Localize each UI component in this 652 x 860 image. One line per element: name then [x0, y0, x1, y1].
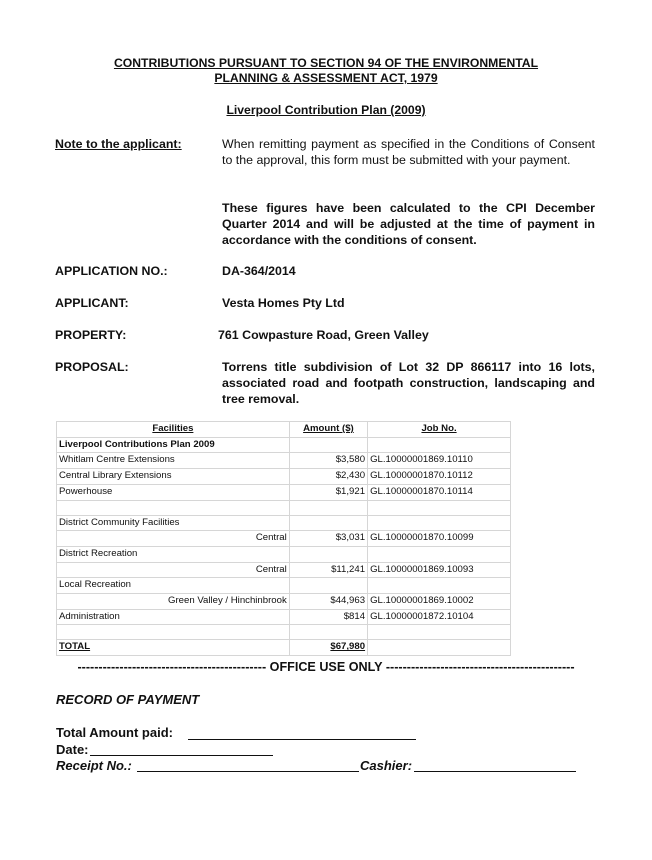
- amount-cell: $44,963: [289, 594, 367, 610]
- header-facilities: Facilities: [57, 422, 290, 438]
- receipt-line[interactable]: [137, 771, 359, 772]
- total-paid-label: Total Amount paid:: [56, 725, 173, 740]
- job-cell: [368, 546, 511, 562]
- table-row: [57, 594, 511, 610]
- office-use-banner: --------------------------------------------- OFFICE USE ONLY ---------------------------------------------: [77, 660, 575, 674]
- application-label: APPLICATION NO.:: [55, 264, 168, 278]
- application-value: DA-364/2014: [222, 264, 296, 278]
- header-amount: Amount ($): [289, 422, 367, 438]
- header-job-no: Job No.: [368, 422, 511, 438]
- date-label: Date:: [56, 742, 89, 757]
- act-heading-line-2: PLANNING & ASSESSMENT ACT, 1979: [214, 71, 438, 85]
- amount-cell: $2,430: [289, 469, 367, 485]
- date-line[interactable]: [90, 755, 273, 756]
- act-heading-line-1: CONTRIBUTIONS PURSUANT TO SECTION 94 OF THE ENVIRONMENTAL: [113, 56, 539, 70]
- job-cell: [368, 625, 511, 640]
- facility-cell: Local Recreation: [57, 578, 290, 594]
- facility-cell: District Recreation: [57, 546, 290, 562]
- table-row: [57, 609, 511, 625]
- job-cell: [368, 578, 511, 594]
- job-cell: GL.10000001870.10114: [368, 484, 511, 500]
- table-row: [57, 546, 511, 562]
- job-cell: [368, 500, 511, 515]
- job-cell: GL.10000001869.10002: [368, 594, 511, 610]
- note-label: Note to the applicant:: [55, 137, 182, 151]
- property-value: 761 Cowpasture Road, Green Valley: [218, 328, 429, 342]
- table-row: [57, 625, 511, 640]
- note-text: When remitting payment as specified in the Conditions of Consent to the approval, this form must be submitted with your payment.: [222, 137, 595, 167]
- table-header-row: [57, 422, 511, 438]
- cpi-notice: These figures have been calculated to the CPI December Quarter 2014 and will be adjusted at the time of payment in accordance with the conditions of consent.: [222, 201, 595, 247]
- amount-cell: [289, 546, 367, 562]
- total-row: [57, 640, 511, 656]
- plan-name: Liverpool Contributions Plan 2009: [57, 437, 290, 453]
- amount-cell: $11,241: [289, 562, 367, 578]
- facility-cell: [57, 625, 290, 640]
- property-label: PROPERTY:: [55, 328, 127, 342]
- job-cell: [368, 515, 511, 531]
- plan-name-row: [57, 437, 511, 453]
- proposal-label: PROPOSAL:: [55, 360, 129, 374]
- job-cell: GL.10000001870.10112: [368, 469, 511, 485]
- contributions-table: [56, 421, 511, 656]
- table-row: [57, 484, 511, 500]
- table-row: [57, 531, 511, 547]
- total-paid-line[interactable]: [188, 739, 416, 740]
- table-row: [57, 469, 511, 485]
- cashier-label: Cashier:: [360, 758, 413, 773]
- applicant-label: APPLICANT:: [55, 296, 129, 310]
- cashier-line[interactable]: [414, 771, 576, 772]
- facility-cell: Administration: [57, 609, 290, 625]
- total-amount: $67,980: [289, 640, 367, 656]
- job-cell: GL.10000001872.10104: [368, 609, 511, 625]
- amount-cell: $3,580: [289, 453, 367, 469]
- record-of-payment-title: RECORD OF PAYMENT: [56, 692, 200, 707]
- amount-cell: [289, 515, 367, 531]
- amount-cell: [289, 578, 367, 594]
- receipt-label: Receipt No.:: [56, 758, 132, 773]
- job-cell: GL.10000001870.10099: [368, 531, 511, 547]
- table-row: [57, 500, 511, 515]
- job-cell: GL.10000001869.10093: [368, 562, 511, 578]
- job-cell: GL.10000001869.10110: [368, 453, 511, 469]
- amount-cell: $1,921: [289, 484, 367, 500]
- proposal-value: Torrens title subdivision of Lot 32 DP 866117 into 16 lots, associated road and footpath construction, landscaping and tree removal.: [222, 360, 595, 406]
- facility-cell: Whitlam Centre Extensions: [57, 453, 290, 469]
- amount-cell: [289, 625, 367, 640]
- table-row: [57, 562, 511, 578]
- facility-cell: Green Valley / Hinchinbrook: [57, 594, 290, 610]
- facility-cell: Powerhouse: [57, 484, 290, 500]
- facility-cell: Central: [57, 562, 290, 578]
- facility-cell: Central Library Extensions: [57, 469, 290, 485]
- total-label: TOTAL: [57, 640, 290, 656]
- amount-cell: $814: [289, 609, 367, 625]
- facility-cell: [57, 500, 290, 515]
- table-row: [57, 515, 511, 531]
- facility-cell: Central: [57, 531, 290, 547]
- applicant-value: Vesta Homes Pty Ltd: [222, 296, 345, 310]
- facility-cell: District Community Facilities: [57, 515, 290, 531]
- table-row: [57, 453, 511, 469]
- plan-title: Liverpool Contribution Plan (2009): [226, 103, 426, 117]
- amount-cell: [289, 500, 367, 515]
- table-row: [57, 578, 511, 594]
- amount-cell: $3,031: [289, 531, 367, 547]
